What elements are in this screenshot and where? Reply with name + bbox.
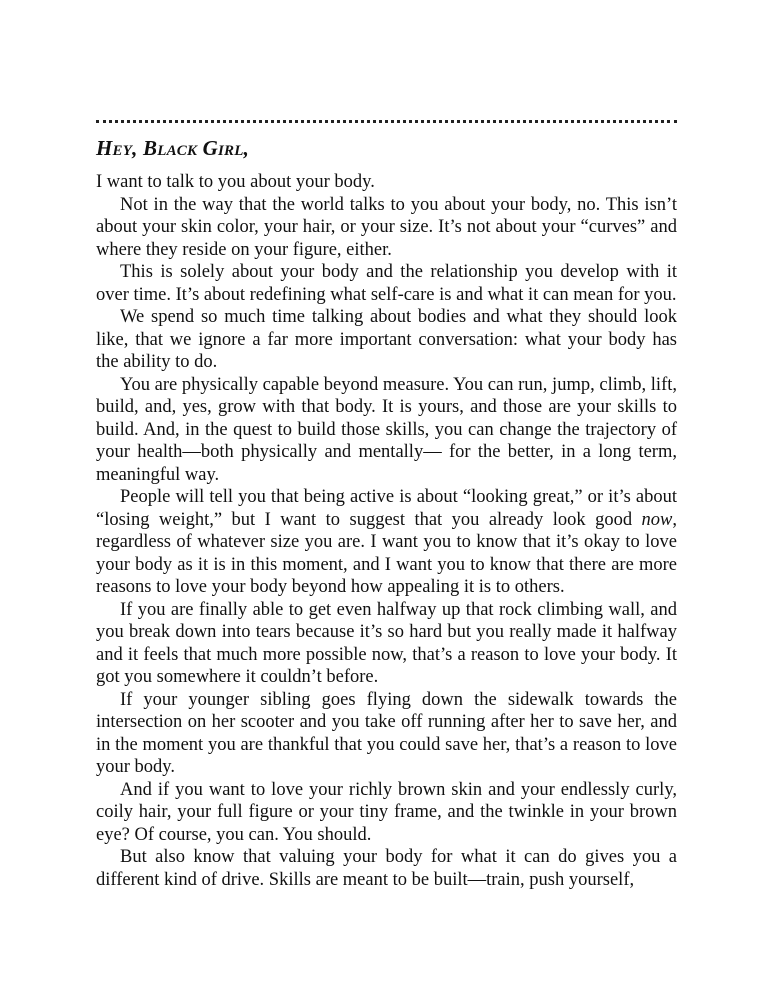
paragraph: We spend so much time talking about bodies and what they should look like, that we ignore a far more important conversation: what your body has the ability to do.: [96, 307, 677, 372]
paragraph: I want to talk to you about your body.: [96, 172, 375, 192]
paragraph: Not in the way that the world talks to you about your body, no. This isn’t about your skin color, your hair, or your size. It’s not about your “curves” and where they reside on your figure, either.: [96, 194, 677, 260]
letter-heading: Hey, Black Girl,: [96, 136, 250, 160]
paragraph: [96, 486, 677, 599]
paragraph: If your younger sibling goes flying down the sidewalk towards the intersection on her scooter and you take off running after her to save her, and in the moment you are thankful that you could save her, that’s a reason to love your body.: [96, 689, 677, 777]
paragraph: If you are finally able to get even halfway up that rock climbing wall, and you break down into tears because it’s so hard but you really made it halfway and it feels that much more possible now, that’s a reason to love your body. It got you somewhere it couldn’t before.: [96, 599, 677, 687]
emphasis-text: now: [641, 509, 673, 530]
paragraph: And if you want to love your richly brown skin and your endlessly curly, coily hair, your full figure or your tiny frame, and the twinkle in your brown eye? Of course, you can. You should.: [96, 779, 677, 845]
dotted-divider: [96, 120, 677, 123]
paragraph: You are physically capable beyond measure. You can run, jump, climb, lift, build, and, yes, grow with that body. It is yours, and those are your skills to build. And, in the quest to build those skills, you can change the trajectory of your health—both physically and mentally— for the better, in a long term, meaningful way.: [96, 374, 677, 485]
paragraph-text: People will tell you that being active is about “looking great,” or it’s about “losing weight,” but I want to suggest that you already look good: [96, 487, 677, 530]
paragraph: This is solely about your body and the relationship you develop with it over time. It’s about redefining what self-care is and what it can mean for you.: [96, 262, 677, 305]
paragraph: But also know that valuing your body for what it can do gives you a different kind of drive. Skills are meant to be built—train, push yourself,: [96, 847, 677, 890]
paragraph-text: , regardless of whatever size you are. I want you to know that it’s okay to love your body as it is in this moment, and I want you to know that there are more reasons to love your body beyond how appealing it is to others.: [96, 509, 677, 597]
page-body: [96, 120, 677, 891]
